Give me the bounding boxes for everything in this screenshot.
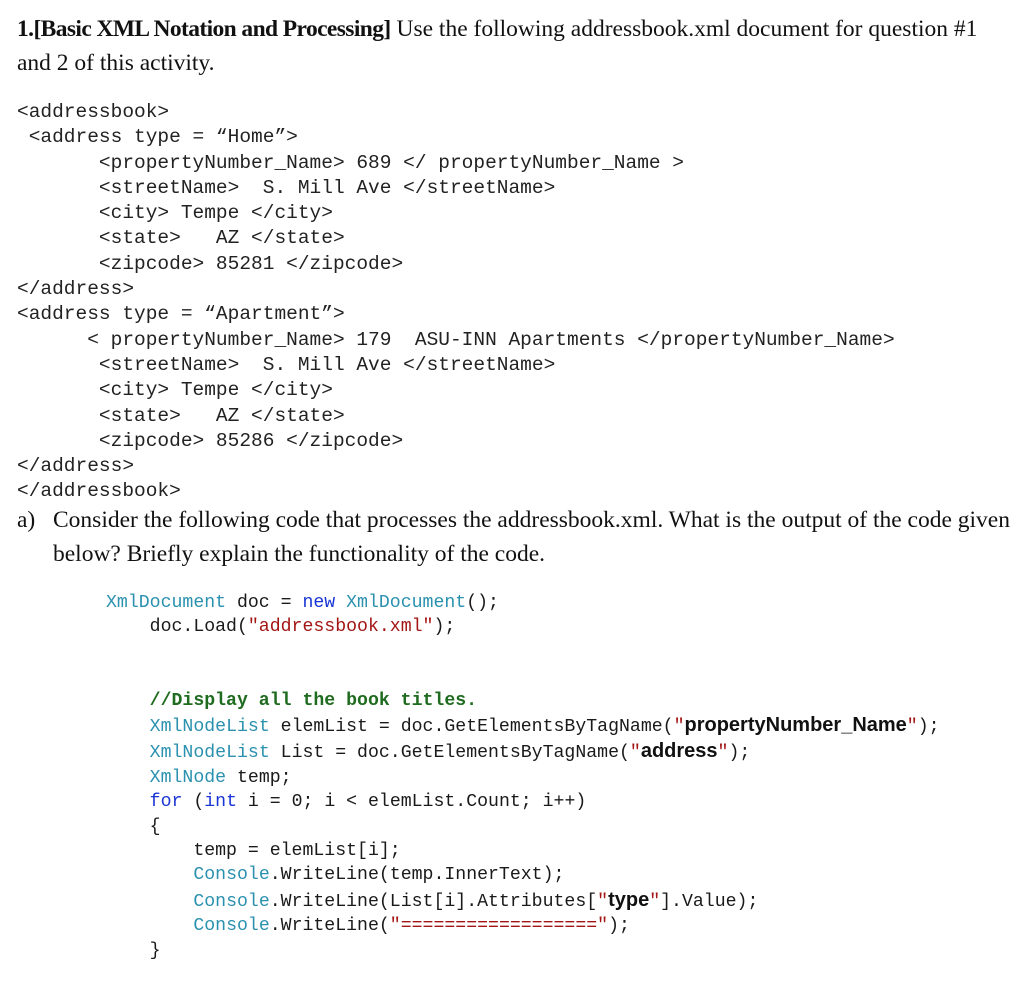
xml-line: <city> Tempe </city>	[17, 202, 333, 225]
xml-line: <address type = “Home”>	[17, 126, 298, 149]
xml-line: </addressbook>	[17, 480, 181, 503]
xml-line: <streetName> S. Mill Ave </streetName>	[17, 353, 556, 376]
code-token: "	[629, 743, 641, 764]
code-comment: //Display all the book titles.	[106, 690, 478, 711]
code-token: }	[106, 940, 161, 961]
xml-document	[17, 100, 895, 505]
code-token: temp;	[226, 767, 292, 788]
xml-line: </address>	[17, 278, 135, 301]
part-a-marker: a)	[17, 507, 36, 533]
code-token: XmlNodeList	[149, 743, 270, 764]
code-token: {	[106, 816, 161, 837]
xml-line: <zipcode> 85286 </zipcode>	[17, 429, 404, 452]
code-token	[335, 593, 346, 613]
code-token: "addressbook.xml"	[247, 617, 434, 638]
code-token: "	[906, 717, 918, 738]
code-token: );	[433, 617, 456, 638]
code-token: for	[149, 792, 183, 813]
code-token: doc =	[226, 593, 303, 613]
question-heading	[17, 12, 1012, 80]
code-token: );	[608, 916, 630, 937]
code-token: "	[717, 743, 729, 764]
code-token: i = 0; i < elemList.Count; i++)	[237, 792, 587, 813]
code-token: List = doc.GetElementsByTagName(	[269, 743, 630, 764]
code-token: ].Value);	[660, 891, 759, 912]
question-title: [Basic XML Notation and Processing]	[33, 16, 391, 42]
code-token: elemList = doc.GetElementsByTagName(	[269, 717, 674, 738]
code-token: );	[728, 743, 751, 764]
part-a-line1: Consider the following code that processes the addressbook.xml. What is the output of the code given	[53, 507, 1010, 533]
code-token: XmlDocument	[106, 593, 227, 613]
code-token: type	[608, 888, 650, 911]
code-token: "	[597, 891, 609, 912]
question-text-line1: Use the following addressbook.xml document for question #1	[390, 16, 978, 42]
code-token: new	[302, 593, 336, 613]
code-token: Console	[193, 865, 270, 886]
question-number: 1.	[17, 16, 34, 42]
code-token: address	[640, 740, 718, 763]
code-token: XmlNodeList	[149, 717, 270, 738]
code-token: doc.Load(	[106, 617, 248, 638]
code-token: "	[673, 717, 685, 738]
code-token: );	[917, 717, 940, 738]
xml-line: <addressbook>	[17, 101, 170, 123]
code-token: .WriteLine(	[269, 916, 390, 937]
code-token: propertyNumber_Name	[684, 714, 907, 737]
xml-line: </address>	[17, 455, 135, 478]
code-token: Console	[193, 891, 270, 912]
xml-line: <state> AZ </state>	[17, 227, 345, 250]
code-token: ();	[466, 593, 499, 613]
xml-line: <address type = “Apartment”>	[17, 303, 345, 326]
xml-line: <propertyNumber_Name> 689 </ propertyNumber_Name >	[17, 151, 685, 174]
code-token: "=================="	[389, 916, 609, 937]
code-token: .WriteLine(List[i].Attributes[	[269, 891, 598, 912]
code-token: XmlDocument	[346, 593, 467, 613]
code-token: XmlNode	[149, 767, 227, 788]
part-a-line2: below? Briefly explain the functionality of the code.	[53, 541, 546, 567]
code-token: (	[182, 792, 205, 813]
xml-line: <zipcode> 85281 </zipcode>	[17, 252, 404, 275]
xml-line: <city> Tempe </city>	[17, 379, 333, 402]
question-text-line2: and 2 of this activity.	[17, 50, 215, 76]
xml-line: <streetName> S. Mill Ave </streetName>	[17, 176, 556, 199]
code-snippet	[106, 591, 940, 963]
xml-line: <state> AZ </state>	[17, 404, 345, 427]
code-token: int	[204, 792, 238, 813]
part-a-question	[17, 503, 1012, 571]
code-token: Console	[193, 916, 270, 937]
code-token: .WriteLine(temp.InnerText);	[269, 865, 565, 886]
xml-line: < propertyNumber_Name> 179 ASU-INN Apartments </propertyNumber_Name>	[17, 328, 895, 351]
code-token: temp = elemList[i];	[106, 841, 401, 862]
code-token: "	[649, 891, 661, 912]
